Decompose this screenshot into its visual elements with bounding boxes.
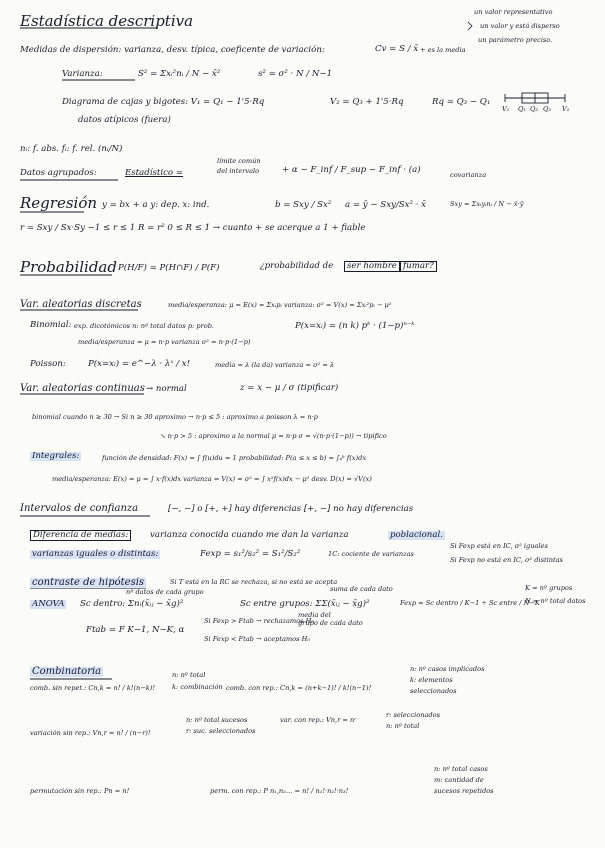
limite-line-2: del intervalo <box>217 167 260 175</box>
estadistico-label: Estadístico = <box>125 168 184 178</box>
note-line-3: un parámetro preciso. <box>478 36 553 44</box>
b-formula: b = Sxy / Sx² <box>275 200 332 210</box>
anova-legend-k: K = nº grupos <box>525 584 573 592</box>
boxplot-label-q1: Q₁ <box>518 105 527 113</box>
limite-line-1: límite común <box>217 157 261 165</box>
boxplot-label-v2: V₂ <box>562 105 570 113</box>
boxplot-label-v1: V₁ <box>502 105 510 113</box>
var-con-note-2: n: nº total <box>386 722 420 730</box>
var-sin-note-1: n: nº total sucesos <box>186 716 248 724</box>
comb-con-note-3: seleccionados <box>410 687 457 695</box>
note-line-2: un valor y está disperso <box>480 22 560 30</box>
fexp-case-distintas: Si Fexp no está en IC, σ² distintas <box>450 556 563 564</box>
perm-con-formula: perm. con rep.: P n₁,n₂… = n! / n₁!·n₂!·n₃! <box>210 787 349 795</box>
var-sin-note-2: r: suc. seleccionados <box>186 727 256 735</box>
regresion-heading: Regresión <box>20 194 98 212</box>
poisson-formula: P(x=xᵢ) = e^−λ · λˣ / x! <box>88 359 191 369</box>
dispersion-heading: Medidas de dispersión: varianza, desv. típica, coeficente de variación: <box>20 45 325 55</box>
cv-formula: Cv = S / x̄ <box>375 44 419 54</box>
tipificar-formula: z = x − μ / σ (tipificar) <box>240 383 339 393</box>
comb-sin-formula: comb. sin repet.: Cn,k = n! / k!(n−k)! <box>30 684 156 692</box>
binomial-text: exp. dicotómicos n: nº total datos p: prob. <box>74 322 215 330</box>
var-con-formula: var. con rep.: Vn,r = nʳ <box>280 716 357 724</box>
comb-sin-note-k: k: combinación <box>172 683 223 691</box>
integrales-label: Integrales: <box>32 451 80 461</box>
sc-dentro-formula: Sc dentro: Σnᵢ(x̄ᵢⱼ − x̄g)² <box>80 599 184 609</box>
intervalos-heading: Intervalos de confianza <box>20 503 139 514</box>
sc-dentro-note: nº datos de cada grupo <box>126 588 204 596</box>
a-formula: a = ȳ − Sxy/Sx² · x̄ <box>345 200 427 210</box>
perm-con-note-2: m: cantidad de <box>434 776 484 784</box>
binomial-media: media/esperanza = μ = n·p varianza σ² = n·p·(1−p) <box>78 338 251 346</box>
va-discretas-heading: Var. aleatorias discretas <box>20 299 142 310</box>
varianza-formula: S² = Σxᵢ²nᵢ / N − x̄² <box>138 69 221 79</box>
sc-entre-note-1: suma de cada dato <box>330 585 393 593</box>
ftab-case-rechazo: Si Fexp > Ftab → rechazamos H₀ <box>204 617 315 625</box>
agrupados-label: Datos agrupados: <box>20 168 97 178</box>
agrupados-formula: + α − F_inf / F_sup − F_inf · (a) <box>282 165 421 175</box>
va-continuas-heading: Var. aleatorias continuas <box>20 383 145 394</box>
comb-con-formula: comb. con rep.: Cn,k = (n+k−1)! / k!(n−1)! <box>226 684 372 692</box>
prob-box-hombre: ser hombre <box>344 261 400 272</box>
boxplot-label-q3: Q₃ <box>543 105 552 113</box>
dif-medias-label: Diferencia de medias: <box>30 530 131 541</box>
frecuencias-text: nᵢ: f. abs. fᵢ: f. rel. (nᵢ/N) <box>20 144 123 154</box>
varianza-label: Varianza: <box>62 69 103 79</box>
covarianza-note: covarianza <box>450 171 487 179</box>
perm-con-note-1: n: nº total casos <box>434 765 488 773</box>
cv-note: + es la media <box>420 46 466 54</box>
boxplot-label-q2: Q₂ <box>530 105 539 113</box>
rq-formula: Rq = Q₃ − Q₁ <box>432 97 491 107</box>
bigotes-text: Diagrama de cajas y bigotes: V₁ = Q₁ − 1'5·Rq <box>62 97 265 107</box>
fexp-case-iguales: Si Fexp está en IC, σ² iguales <box>450 542 548 550</box>
binomial-cuando: binomial cuando n ≥ 30 → Si n ≥ 30 aproximo → n·p ≤ 5 : aproximo a poisson λ = n·p <box>32 413 318 421</box>
binomial-label: Binomial: <box>30 320 72 330</box>
perm-con-note-3: sucesos repetidos <box>434 787 494 795</box>
hipotesis-heading: contraste de hipótesis <box>32 577 145 588</box>
var-sin-formula: variación sin rep.: Vn,r = n! / (n−r)! <box>30 729 151 737</box>
intervalos-text: [−, −] o [+, +] hay diferencias [+, −] no hay diferencias <box>168 504 414 514</box>
integrales-media: media/esperanza: E(x) = μ = ∫ x·f(x)dx varianza = V(x) = σ² = ∫ x²f(x)dx − μ² desv. D(x) = √V(x) <box>52 475 372 483</box>
comb-con-note-2: k: elementos <box>410 676 453 684</box>
va-discretas-text: media/esperanza: μ = E(x) = Σxᵢpᵢ varianza: σ² = V(x) = Σxᵢ²pᵢ − μ² <box>168 301 392 309</box>
anova-label: ANOVA <box>32 599 65 609</box>
correlacion-formula: r = Sxy / Sx·Sy −1 ≤ r ≤ 1 R = r² 0 ≤ R ≤ 1 → cuanto + se acerque a 1 + fiable <box>20 223 366 233</box>
fexp-anova-formula: Fexp = Sc dentro / K−1 ÷ Sc entre / N−K <box>400 599 540 607</box>
page-title: Estadística descriptiva <box>20 12 194 30</box>
poblacional-word: poblacional. <box>390 530 443 540</box>
sxy-formula: Sxy = Σxᵢyᵢnᵢ / N − x̄·ȳ <box>450 200 524 208</box>
ftab-formula: Ftab = F K−1, N−K, α <box>86 625 185 635</box>
atipicos-note: datos atípicos (fuera) <box>78 115 171 125</box>
perm-sin-formula: permutación sin rep.: Pn = n! <box>30 787 130 795</box>
integrales-text: función de densidad: F(x) = ∫ f(u)du = 1 probabilidad: P(a ≤ x ≤ b) = ∫ₐᵇ f(x)dx <box>102 454 367 462</box>
probabilidad-heading: Probabilidad <box>20 258 117 276</box>
probabilidad-question: ¿probabilidad de <box>260 261 334 271</box>
aproximo-normal: ↘ n·p > 5 : aproximo a la normal μ = n·p σ = √(n·p·(1−p)) → tipifico <box>160 432 387 440</box>
sc-entre-note-3: grupo de cada dato <box>298 619 363 627</box>
dif-medias-text: varianza conocida cuando me dan la varianza <box>150 530 349 540</box>
probabilidad-formula: P(H/F) = P(H∩F) / P(F) <box>118 263 220 273</box>
combinatoria-heading: Combinatoria <box>32 666 102 677</box>
regresion-equation: y = bx + a y: dep. x: ind. <box>102 200 210 210</box>
fexp-formula: Fexp = s₁²/s₂² = S₁²/S₂² <box>200 549 301 559</box>
cuasivarianza-formula: s² = σ² · N / N−1 <box>258 69 333 79</box>
hipotesis-text: Si T está en la RC se rechaza, si no está se acepta <box>170 578 338 586</box>
v2-formula: V₂ = Q₃ + 1'5·Rq <box>330 97 404 107</box>
binomial-formula: P(x=xᵢ) = (n k) pᵏ · (1−p)ⁿ⁻ᵏ <box>295 321 415 331</box>
boxplot-icon <box>505 93 565 103</box>
comb-con-note-1: n: nº casos implicados <box>410 665 485 673</box>
prob-box-fumar: fumar? <box>400 261 437 272</box>
va-continuas-text: → normal <box>146 384 187 394</box>
ftab-case-acepto: Si Fexp < Ftab → aceptamos H₀ <box>204 635 311 643</box>
fexp-note: 1C: cociente de varianzas <box>328 550 414 558</box>
anova-legend-n: N = nº total datos <box>525 597 586 605</box>
poisson-media: media = λ (la da) varianza = σ² = λ <box>215 361 335 369</box>
note-line-1: un valor representativo <box>474 8 553 16</box>
var-con-note-1: r: seleccionados <box>386 711 440 719</box>
sc-entre-note-2: media del <box>298 611 331 619</box>
poisson-label: Poisson: <box>30 359 66 369</box>
comb-sin-note-n: n: nº total <box>172 671 206 679</box>
varianzas-iguales-label: varianzas iguales o distintas: <box>32 549 159 559</box>
sc-entre-formula: Sc entre grupos: ΣΣ(x̄ᵢⱼ − x̄g)² <box>240 599 370 609</box>
